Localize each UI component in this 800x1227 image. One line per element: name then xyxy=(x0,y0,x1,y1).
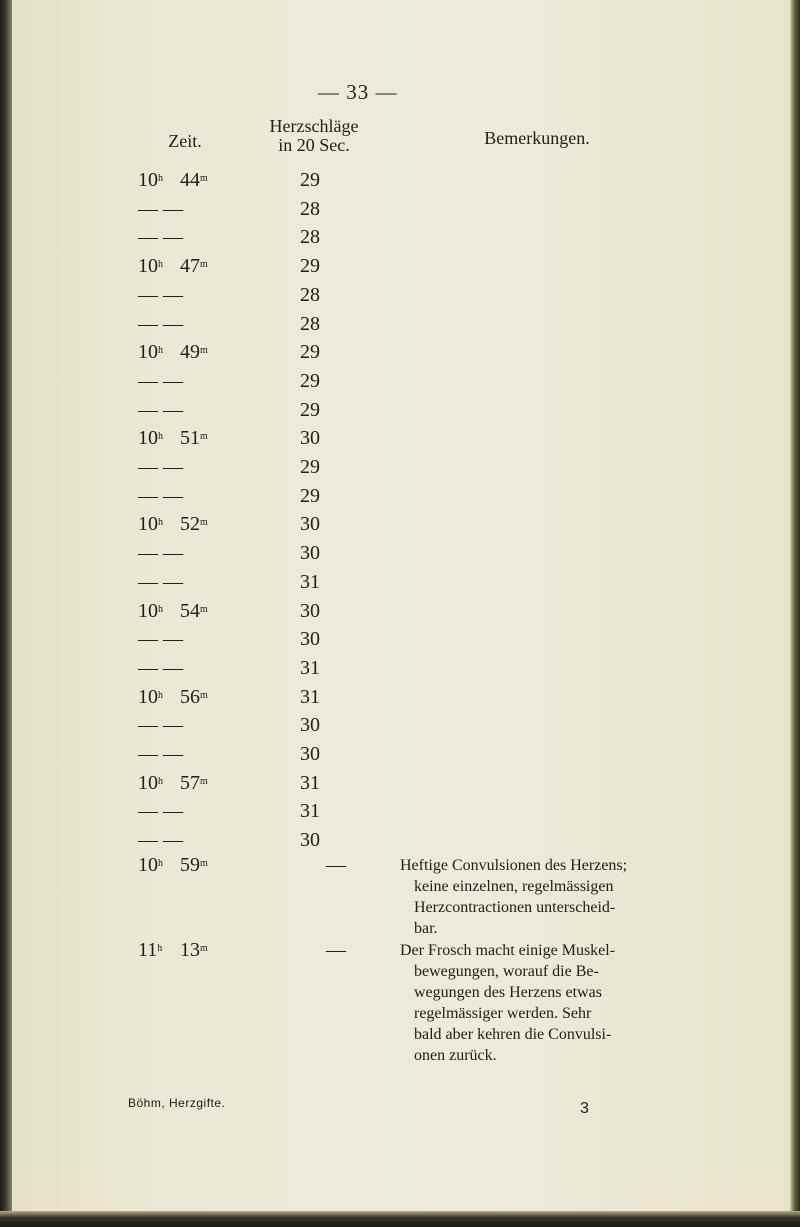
time-cell xyxy=(138,799,183,823)
table-row xyxy=(0,254,800,284)
time-hour-value: 10 xyxy=(138,427,158,450)
time-minute-value: 56 xyxy=(180,685,200,708)
time-cell xyxy=(138,225,183,249)
heartbeat-count: 30 xyxy=(300,829,320,852)
heartbeat-count: 29 xyxy=(300,484,320,507)
column-header-bemerkungen: Bemerkungen. xyxy=(484,128,590,148)
page-edge-bottom xyxy=(0,1211,800,1227)
time-hour xyxy=(138,938,180,962)
heartbeat-count: 29 xyxy=(300,398,320,421)
time-hour-value: 10 xyxy=(138,771,158,794)
time-hour-unit: h xyxy=(158,345,163,357)
time-minute-value: 51 xyxy=(180,427,200,450)
time-cell xyxy=(138,197,183,221)
time-cell xyxy=(138,853,208,877)
running-footer-title: Böhm, Herzgifte. xyxy=(128,1096,226,1110)
time-hour xyxy=(138,771,180,795)
time-hour-unit: h xyxy=(158,431,163,443)
time-cell xyxy=(138,742,183,766)
time-minute xyxy=(180,599,208,623)
heartbeat-count: 30 xyxy=(300,599,320,622)
time-cell xyxy=(138,398,183,422)
table-row xyxy=(0,627,800,657)
time-minute-unit: m xyxy=(200,775,208,787)
time-minute xyxy=(180,853,208,877)
time-cell xyxy=(138,541,183,565)
time-cell xyxy=(138,570,183,594)
time-ditto-dashes: — — xyxy=(138,656,183,679)
table-row xyxy=(0,771,800,801)
time-hour-value: 10 xyxy=(138,341,158,364)
time-minute-unit: m xyxy=(200,689,208,701)
time-ditto-dashes: — — xyxy=(138,226,183,249)
time-minute-value: 49 xyxy=(180,341,200,364)
time-cell xyxy=(138,484,183,508)
time-hour xyxy=(138,685,180,709)
table-row xyxy=(0,713,800,743)
heartbeat-count: 31 xyxy=(300,656,320,679)
time-hour xyxy=(138,254,180,278)
remark-line: Heftige Convulsionen des Herzens; xyxy=(400,857,628,874)
heartbeat-count: 29 xyxy=(300,341,320,364)
table-row xyxy=(0,426,800,456)
time-hour-value: 11 xyxy=(138,939,158,961)
page-number: — 33 — xyxy=(318,80,398,104)
heartbeat-count: 28 xyxy=(300,226,320,249)
time-ditto-dashes: — — xyxy=(138,398,183,421)
table-row xyxy=(0,656,800,686)
table-row xyxy=(0,340,800,370)
time-cell xyxy=(138,938,208,962)
remark-line: keine einzelnen, regelmässigen xyxy=(414,878,614,895)
time-ditto-dashes: — — xyxy=(138,542,183,565)
table-row xyxy=(0,168,800,198)
table-row xyxy=(0,799,800,829)
time-cell xyxy=(138,369,183,393)
time-cell xyxy=(138,340,208,364)
time-hour-unit: h xyxy=(157,943,163,954)
time-hour-value: 10 xyxy=(138,854,158,876)
time-minute xyxy=(180,685,208,709)
time-ditto-dashes: — — xyxy=(138,570,183,593)
time-hour-unit: h xyxy=(158,603,163,615)
heartbeat-count: 31 xyxy=(300,570,320,593)
time-hour-value: 10 xyxy=(138,513,158,536)
time-minute xyxy=(180,340,208,364)
table-row-with-remark xyxy=(0,938,800,1064)
time-hour xyxy=(138,340,180,364)
table-row xyxy=(0,570,800,600)
heartbeat-count: 28 xyxy=(300,283,320,306)
time-minute-value: 59 xyxy=(180,854,200,876)
remark-line: Der Frosch macht einige Muskel- xyxy=(400,942,616,959)
time-ditto-dashes: — — xyxy=(138,197,183,220)
time-cell xyxy=(138,512,208,536)
remark-line: Herzcontractionen unterscheid- xyxy=(414,899,616,916)
time-ditto-dashes: — — xyxy=(138,369,183,392)
column-header-herzschlaege-line1: Herzschläge xyxy=(269,116,359,136)
table-row xyxy=(0,512,800,542)
time-hour-unit: h xyxy=(158,689,163,701)
remark-text xyxy=(400,855,680,939)
time-minute xyxy=(180,426,208,450)
table-row xyxy=(0,599,800,629)
time-minute-value: 52 xyxy=(180,513,200,536)
table-row xyxy=(0,541,800,571)
table-row xyxy=(0,685,800,715)
time-hour-value: 10 xyxy=(138,599,158,622)
table-row xyxy=(0,455,800,485)
time-cell xyxy=(138,168,208,192)
time-hour-value: 10 xyxy=(138,685,158,708)
time-minute-unit: m xyxy=(200,431,208,443)
time-cell xyxy=(138,312,183,336)
time-minute-unit: m xyxy=(200,259,208,271)
signature-mark: 3 xyxy=(580,1100,589,1117)
heartbeat-count: — xyxy=(326,939,346,961)
time-hour-unit: h xyxy=(158,259,163,271)
time-minute-value: 57 xyxy=(180,771,200,794)
time-ditto-dashes: — — xyxy=(138,456,183,478)
table-row xyxy=(0,312,800,342)
table-row xyxy=(0,225,800,255)
column-header-zeit: Zeit. xyxy=(168,131,202,151)
time-minute xyxy=(180,254,208,278)
time-cell xyxy=(138,656,183,680)
heartbeat-count: 30 xyxy=(300,743,320,765)
time-minute-unit: m xyxy=(200,173,208,184)
heartbeat-count: 31 xyxy=(300,800,320,823)
heartbeat-count: 28 xyxy=(300,312,320,335)
time-hour-unit: h xyxy=(158,173,163,184)
time-ditto-dashes: — — xyxy=(138,484,183,507)
heartbeat-count: 28 xyxy=(300,197,320,220)
time-ditto-dashes: — — xyxy=(138,743,183,765)
time-minute-unit: m xyxy=(200,345,208,357)
time-ditto-dashes: — — xyxy=(138,628,183,651)
heartbeat-count: 30 xyxy=(300,513,320,536)
time-minute-value: 54 xyxy=(180,599,200,622)
time-hour xyxy=(138,512,180,536)
time-cell xyxy=(138,599,208,623)
heartbeat-count: 31 xyxy=(300,685,320,708)
time-hour-value: 10 xyxy=(138,255,158,278)
time-ditto-dashes: — — xyxy=(138,714,183,737)
remark-text xyxy=(400,940,680,1066)
column-header-herzschlaege-line2: in 20 Sec. xyxy=(278,135,350,155)
time-hour xyxy=(138,599,180,623)
time-minute-value: 44 xyxy=(180,169,200,191)
time-cell xyxy=(138,283,183,307)
heartbeat-count: 30 xyxy=(300,714,320,737)
remark-line: onen zurück. xyxy=(414,1047,497,1064)
table-row xyxy=(0,742,800,772)
heartbeat-count: 29 xyxy=(300,169,320,191)
table-row xyxy=(0,197,800,227)
time-cell xyxy=(138,771,208,795)
time-minute-value: 13 xyxy=(180,939,200,961)
time-hour-unit: h xyxy=(158,517,163,529)
table-row xyxy=(0,484,800,514)
table-row xyxy=(0,369,800,399)
time-hour-unit: h xyxy=(158,775,163,787)
table-row-with-remark xyxy=(0,853,800,937)
time-minute xyxy=(180,771,208,795)
time-cell xyxy=(138,455,183,479)
table-row xyxy=(0,398,800,428)
time-cell xyxy=(138,627,183,651)
remark-line: wegungen des Herzens etwas xyxy=(414,984,602,1001)
heartbeat-count: 30 xyxy=(300,542,320,565)
time-hour xyxy=(138,168,180,192)
column-header-herzschlaege xyxy=(244,117,384,155)
remark-line: bewegungen, worauf die Be- xyxy=(414,963,599,980)
time-hour xyxy=(138,426,180,450)
time-cell xyxy=(138,828,183,852)
heartbeat-count: 30 xyxy=(300,427,320,450)
time-ditto-dashes: — — xyxy=(138,283,183,306)
time-ditto-dashes: — — xyxy=(138,829,183,852)
time-minute-unit: m xyxy=(200,943,208,954)
time-minute-unit: m xyxy=(200,517,208,529)
heartbeat-count: — xyxy=(326,854,346,876)
time-minute-value: 47 xyxy=(180,255,200,278)
heartbeat-count: 29 xyxy=(300,255,320,278)
time-minute-unit: m xyxy=(200,858,208,869)
time-minute xyxy=(180,168,208,192)
time-minute xyxy=(180,938,208,962)
heartbeat-count: 29 xyxy=(300,369,320,392)
heartbeat-count: 31 xyxy=(300,771,320,794)
time-hour xyxy=(138,853,180,877)
time-hour-value: 10 xyxy=(138,169,158,191)
time-cell xyxy=(138,685,208,709)
table-row xyxy=(0,283,800,313)
time-minute xyxy=(180,512,208,536)
remark-line: bar. xyxy=(414,920,438,937)
heartbeat-count: 29 xyxy=(300,456,320,478)
time-hour-unit: h xyxy=(158,858,163,869)
time-minute-unit: m xyxy=(200,603,208,615)
time-cell xyxy=(138,426,208,450)
time-cell xyxy=(138,254,208,278)
time-cell xyxy=(138,713,183,737)
remark-line: regelmässiger werden. Sehr xyxy=(414,1005,592,1022)
remark-line: bald aber kehren die Convulsi- xyxy=(414,1026,612,1043)
heartbeat-count: 30 xyxy=(300,628,320,651)
time-ditto-dashes: — — xyxy=(138,312,183,335)
time-ditto-dashes: — — xyxy=(138,800,183,823)
